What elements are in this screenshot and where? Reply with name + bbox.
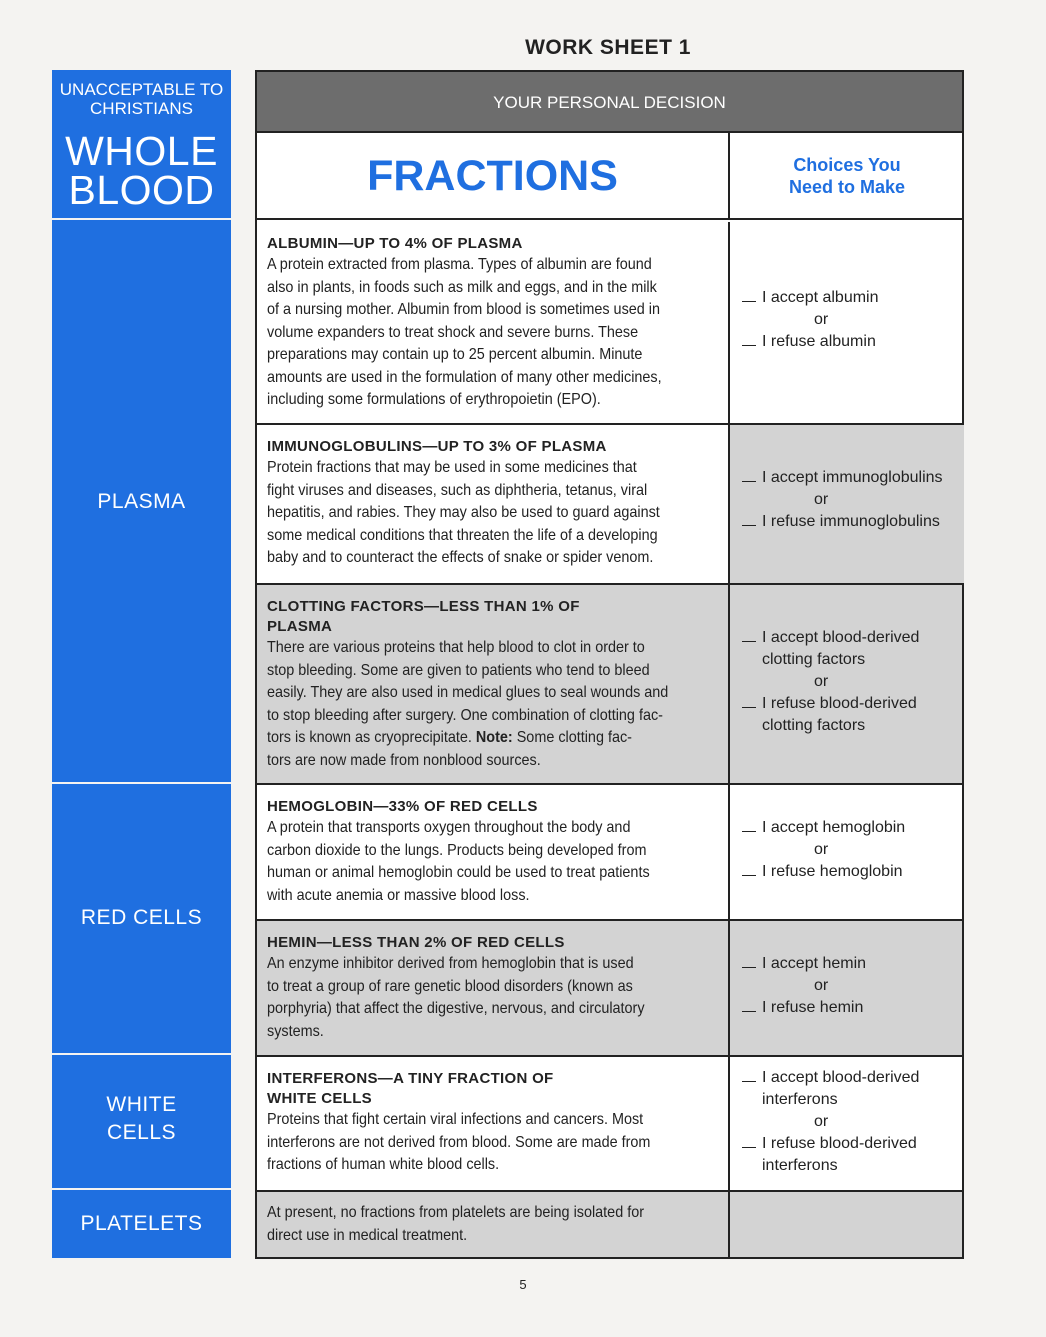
immunoglobulins-description — [257, 425, 728, 583]
red-cells-label: RED CELLS — [80, 906, 203, 929]
text-line — [267, 727, 718, 750]
albumin-choices — [728, 222, 964, 423]
option-label-cont: clotting factors — [762, 717, 866, 734]
fractions-header-row — [257, 133, 962, 220]
albumin-description — [257, 222, 728, 423]
text-line: There are various proteins that help blood to clot in order to — [267, 639, 645, 656]
interferons-heading — [267, 1069, 718, 1109]
or-label: or — [814, 1113, 829, 1130]
or-label: or — [814, 673, 829, 690]
option-label: I accept blood-derived — [762, 1069, 920, 1086]
text-line: including some formulations of erythropoietin (EPO). — [267, 391, 601, 408]
worksheet-title: WORK SHEET 1 — [525, 36, 691, 59]
immunoglobulins-row — [257, 425, 962, 585]
refuse-hemin-option[interactable] — [742, 997, 957, 1019]
option-label: I accept hemin — [762, 955, 867, 972]
option-label: I refuse hemin — [762, 999, 864, 1016]
clotting-factors-heading — [267, 597, 718, 637]
text-line: human or animal hemoglobin could be used to treat patients — [267, 864, 650, 881]
text-line: also in plants, in foods such as milk and eggs, and in the milk — [267, 278, 657, 296]
platelets-description — [257, 1192, 728, 1257]
heading-line: INTERFERONS—A TINY FRACTION OF — [267, 1070, 554, 1087]
hemin-choices — [728, 921, 964, 1055]
whole-label: WHOLE — [65, 128, 218, 174]
checkbox-blank[interactable] — [742, 693, 756, 708]
text-span: tors is known as cryoprecipitate. — [267, 729, 472, 746]
text-line: preparations may contain up to 25 percent albumin. Minute — [267, 346, 643, 363]
checkbox-blank[interactable] — [742, 467, 756, 482]
hemin-row — [257, 921, 962, 1057]
option-label: I accept blood-derived — [762, 629, 920, 646]
checkbox-blank[interactable] — [742, 511, 756, 526]
option-label-cont: clotting factors — [762, 651, 866, 668]
refuse-immunoglobulins-option[interactable] — [742, 511, 957, 533]
platelets-choices — [728, 1192, 964, 1257]
checkbox-blank[interactable] — [742, 997, 756, 1012]
plasma-section — [52, 220, 231, 782]
checkbox-blank[interactable] — [742, 331, 756, 346]
text-line: A protein extracted from plasma. Types of albumin are found — [267, 256, 652, 273]
option-label-cont: interferons — [762, 1091, 838, 1108]
option-label: I refuse albumin — [762, 333, 876, 350]
heading-line: PLASMA — [267, 618, 333, 635]
text-line: direct use in medical treatment. — [267, 1226, 468, 1244]
accept-hemoglobin-option[interactable] — [742, 817, 957, 839]
cells-label: CELLS — [106, 1121, 177, 1144]
text-line: A protein that transports oxygen throughout the body and — [267, 819, 631, 836]
whole-blood-label — [52, 128, 231, 213]
text-line: volume expanders to treat shock and severe burns. These — [267, 323, 639, 341]
text-line: tors are now made from nonblood sources. — [267, 751, 541, 769]
text-line: of a nursing mother. Albumin from blood is sometimes used in — [267, 301, 660, 318]
refuse-hemoglobin-option[interactable] — [742, 861, 957, 883]
text-line: interferons are not derived from blood. Some are made from — [267, 1133, 651, 1151]
checkbox-blank[interactable] — [742, 861, 756, 876]
accept-interferons-option[interactable] — [742, 1067, 957, 1089]
text-line: carbon dioxide to the lungs. Products being developed from — [267, 841, 647, 859]
option-label: I accept albumin — [762, 289, 879, 306]
interferons-choices — [728, 1057, 964, 1190]
text-line: hepatitis, and rabies. They may also be used to guard against — [267, 504, 660, 521]
blood-label: BLOOD — [68, 167, 215, 213]
red-cells-section — [52, 784, 231, 1053]
text-line: systems. — [267, 1022, 324, 1040]
interferons-text — [267, 1109, 718, 1177]
text-line: amounts are used in the formulation of many other medicines, — [267, 368, 662, 386]
text-line: easily. They are also used in medical glues to seal wounds and — [267, 684, 669, 701]
clotting-factors-text — [267, 637, 718, 772]
accept-albumin-option[interactable] — [742, 287, 957, 309]
text-line: stop bleeding. Some are given to patients who tend to bleed — [267, 661, 650, 679]
hemoglobin-choices — [728, 785, 964, 919]
blood-components-column — [52, 70, 231, 1258]
accept-immunoglobulins-option[interactable] — [742, 467, 957, 489]
checkbox-blank[interactable] — [742, 1133, 756, 1148]
checkbox-blank[interactable] — [742, 287, 756, 302]
accept-clotting-factors-option[interactable] — [742, 627, 957, 649]
albumin-text — [267, 254, 718, 412]
text-line: to treat a group of rare genetic blood disorders (known as — [267, 977, 633, 995]
platelets-text — [267, 1202, 718, 1247]
text-line: fractions of human white blood cells. — [267, 1156, 500, 1173]
platelets-section — [52, 1190, 231, 1258]
text-line: fight viruses and diseases, such as diphtheria, tetanus, viral — [267, 481, 648, 499]
page-number: 5 — [519, 1277, 527, 1292]
checkbox-blank[interactable] — [742, 627, 756, 642]
interferons-row — [257, 1057, 962, 1192]
clotting-factors-description — [257, 585, 728, 783]
accept-hemin-option[interactable] — [742, 953, 957, 975]
text-line: An enzyme inhibitor derived from hemoglobin that is used — [267, 955, 634, 972]
heading-line: CLOTTING FACTORS—LESS THAN 1% OF — [267, 598, 580, 615]
or-label: or — [814, 491, 829, 508]
option-label: I refuse immunoglobulins — [762, 513, 940, 530]
hemin-heading: HEMIN—LESS THAN 2% OF RED CELLS — [267, 934, 565, 951]
fractions-title: FRACTIONS — [367, 152, 618, 200]
option-label-cont: interferons — [762, 1157, 838, 1174]
text-line: baby and to counteract the effects of snake or spider venom. — [267, 549, 654, 566]
option-label: I accept immunoglobulins — [762, 469, 943, 486]
white-label: WHITE — [106, 1093, 177, 1116]
hemoglobin-description — [257, 785, 728, 919]
fractions-table — [255, 70, 964, 1259]
hemoglobin-heading: HEMOGLOBIN—33% OF RED CELLS — [267, 798, 538, 815]
refuse-interferons-option[interactable] — [742, 1133, 957, 1155]
refuse-albumin-option[interactable] — [742, 331, 957, 353]
choices-line-2: Need to Make — [788, 177, 906, 197]
hemoglobin-row — [257, 785, 962, 921]
albumin-heading: ALBUMIN—UP TO 4% OF PLASMA — [267, 235, 523, 252]
text-line: Protein fractions that may be used in some medicines that — [267, 459, 637, 476]
plasma-label: PLASMA — [97, 490, 186, 513]
checkbox-blank[interactable] — [742, 817, 756, 832]
checkbox-blank[interactable] — [742, 953, 756, 968]
text-line: porphyria) that affect the digestive, nervous, and circulatory — [267, 1000, 645, 1017]
text-line: with acute anemia or massive blood loss. — [267, 886, 530, 904]
hemin-description — [257, 921, 728, 1055]
immunoglobulins-heading: IMMUNOGLOBULINS—UP TO 3% OF PLASMA — [267, 438, 607, 455]
personal-decision-header: YOUR PERSONAL DECISION — [257, 72, 962, 133]
or-label: or — [814, 841, 829, 858]
clotting-factors-row — [257, 585, 962, 785]
choices-line-1: Choices You — [793, 155, 901, 175]
or-label: or — [814, 977, 829, 994]
option-label: I refuse hemoglobin — [762, 863, 903, 880]
choices-title — [728, 133, 964, 220]
text-line: At present, no fractions from platelets are being isolated for — [267, 1204, 645, 1221]
immunoglobulins-text — [267, 457, 718, 570]
whole-blood-header — [52, 70, 231, 218]
platelets-row — [257, 1192, 962, 1257]
option-label: I refuse blood-derived — [762, 695, 917, 712]
or-label: or — [814, 311, 829, 328]
option-label: I refuse blood-derived — [762, 1135, 917, 1152]
interferons-description — [257, 1057, 728, 1190]
clotting-factors-choices — [728, 585, 964, 783]
option-label: I accept hemoglobin — [762, 819, 906, 836]
hemoglobin-text — [267, 817, 718, 907]
text-line: Proteins that fight certain viral infections and cancers. Most — [267, 1111, 644, 1128]
checkbox-blank[interactable] — [742, 1067, 756, 1082]
text-line: some medical conditions that threaten the life of a developing — [267, 526, 658, 544]
text-line: to stop bleeding after surgery. One combination of clotting fac- — [267, 706, 663, 724]
albumin-row — [257, 222, 962, 425]
unacceptable-label: UNACCEPTABLE TO CHRISTIANS — [59, 80, 224, 118]
immunoglobulins-choices — [728, 425, 964, 583]
platelets-label: PLATELETS — [80, 1212, 203, 1235]
white-cells-section — [52, 1055, 231, 1188]
heading-line: WHITE CELLS — [267, 1090, 372, 1107]
refuse-clotting-factors-option[interactable] — [742, 693, 957, 715]
note-label: Note: — [475, 729, 513, 746]
note-text: Some clotting fac- — [516, 729, 632, 746]
hemin-text — [267, 953, 718, 1043]
